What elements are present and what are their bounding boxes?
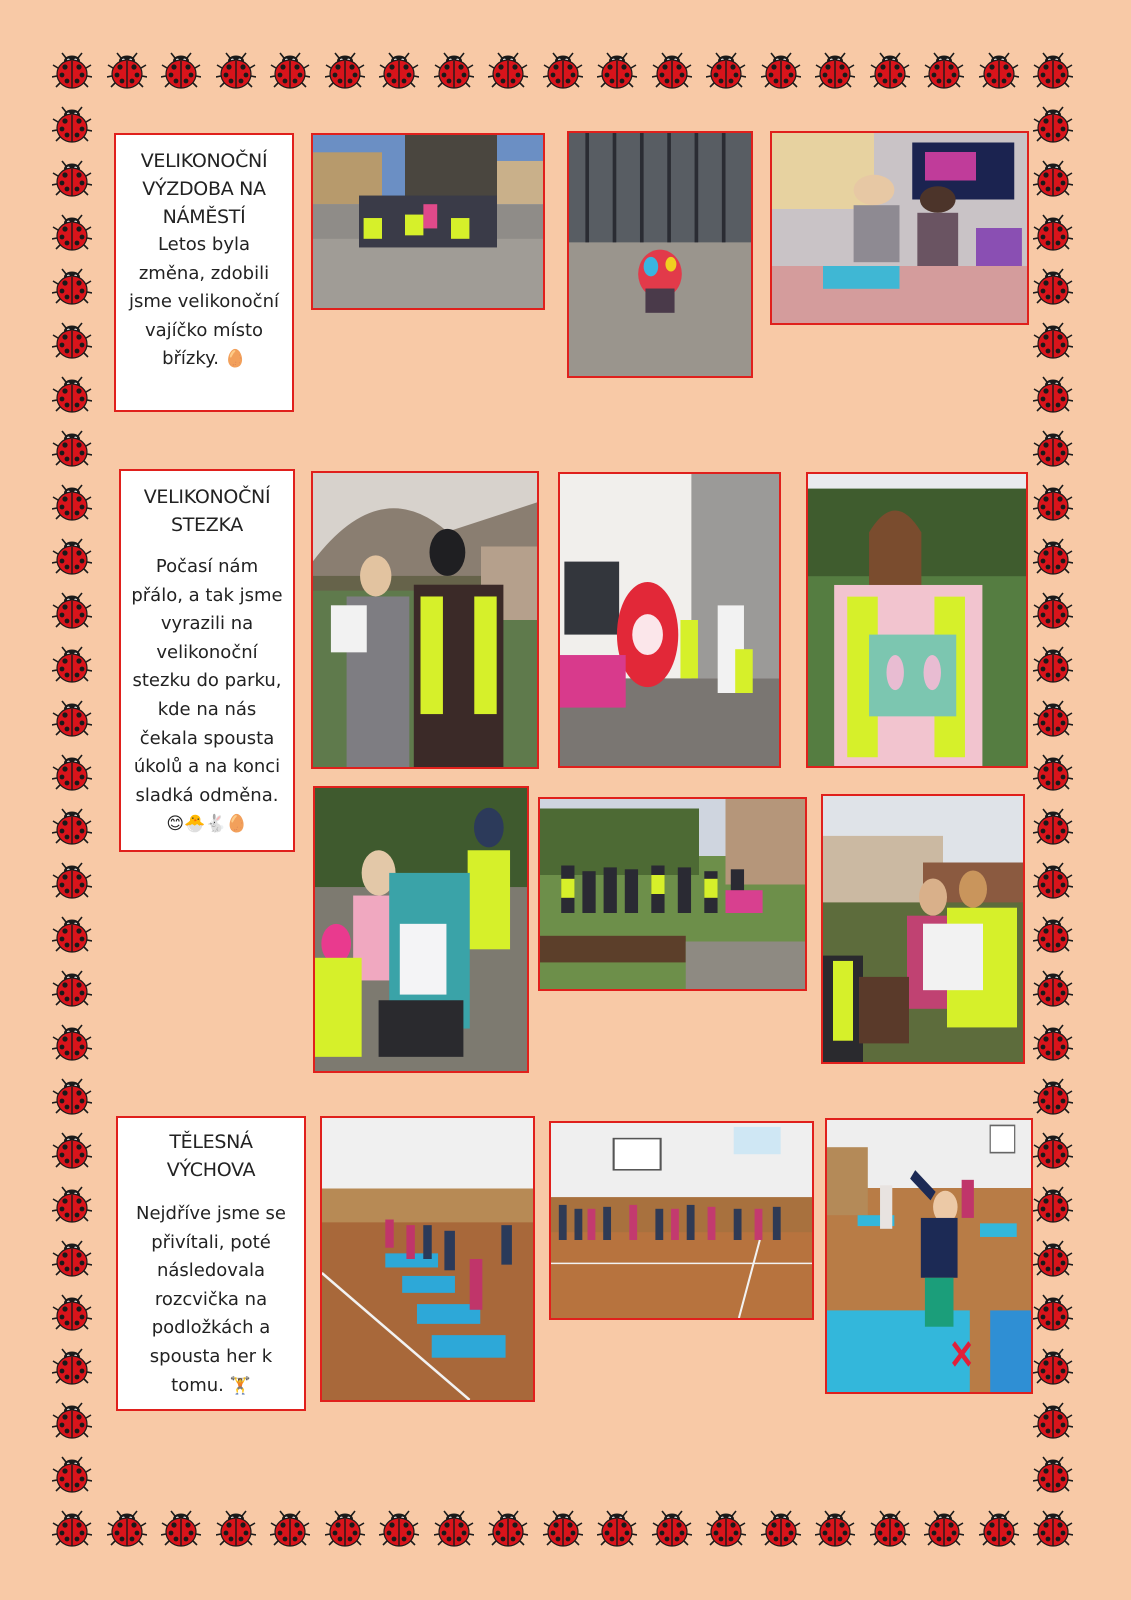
ladybug-icon [52,1510,92,1548]
ladybug-icon [1033,1456,1073,1494]
ladybug-icon [161,1510,201,1548]
ladybug-icon [1033,646,1073,684]
section-telesna-title: TĚLESNÁ VÝCHOVA [166,1131,256,1181]
ladybug-icon [52,916,92,954]
ladybug-icon [1033,268,1073,306]
ladybug-icon [1033,1186,1073,1224]
easter-emoji-icons: 😊🐣🐇🥚 [166,814,248,835]
ladybug-icon [1033,376,1073,414]
ladybug-icon [1033,754,1073,792]
ladybug-icon [52,1240,92,1278]
ladybug-icon [1033,592,1073,630]
section-vyzdoba-textbox [114,133,294,412]
ladybug-icon [52,1186,92,1224]
ladybug-icon [1033,484,1073,522]
photo-gym-stretching [825,1118,1033,1394]
ladybug-icon [1033,52,1073,90]
photo-group-town-square [311,133,545,310]
ladybug-icon [52,430,92,468]
ladybug-icon [107,52,147,90]
section-telesna-body: Nejdříve jsme se přivítali, poté následovala rozcvička na podložkách a spousta her k tomu. 🏋️ [136,1203,286,1396]
ladybug-icon [52,970,92,1008]
photo-gym-mats [320,1116,535,1402]
ladybug-icon [52,808,92,846]
section-vyzdoba-title: VELIKONOČNÍ VÝZDOBA NA NÁMĚSTÍ [140,150,268,228]
ladybug-icon [52,322,92,360]
ladybug-icon [52,754,92,792]
photo-gym-lineup [549,1121,814,1320]
ladybug-icon [52,52,92,90]
ladybug-icon [216,52,256,90]
ladybug-icon [1033,1294,1073,1332]
ladybug-icon [1033,214,1073,252]
photo-girl-worksheet [806,472,1028,768]
ladybug-icon [1033,700,1073,738]
ladybug-icon [52,1348,92,1386]
ladybug-icon [597,1510,637,1548]
ladybug-icon [979,52,1019,90]
ladybug-icon [488,1510,528,1548]
ladybug-icon [52,106,92,144]
ladybug-icon [706,52,746,90]
ladybug-icon [1033,538,1073,576]
ladybug-icon [52,1456,92,1494]
ladybug-icon [1033,1132,1073,1170]
photo-craft-workshop [770,131,1029,325]
ladybug-icon [325,1510,365,1548]
ladybug-icon [52,592,92,630]
ladybug-icon [1033,1078,1073,1116]
ladybug-icon [1033,160,1073,198]
ladybug-icon [1033,1348,1073,1386]
ladybug-icon [488,52,528,90]
ladybug-icon [1033,430,1073,468]
ladybug-icon [543,52,583,90]
section-telesna-textbox [116,1116,306,1411]
ladybug-icon [52,214,92,252]
ladybug-icon [924,52,964,90]
ladybug-icon [52,1132,92,1170]
ladybug-icon [325,52,365,90]
ladybug-icon [870,1510,910,1548]
ladybug-icon [52,160,92,198]
ladybug-icon [52,1078,92,1116]
section-vyzdoba-body: Letos byla změna, zdobili jsme velikonoční vajíčko místo břízky. 🥚 [129,234,279,370]
ladybug-icon [216,1510,256,1548]
ladybug-icon [597,52,637,90]
ladybug-icon [1033,322,1073,360]
ladybug-icon [270,52,310,90]
ladybug-icon [706,1510,746,1548]
ladybug-icon [815,52,855,90]
ladybug-icon [379,52,419,90]
ladybug-icon [107,1510,147,1548]
ladybug-icon [52,484,92,522]
section-stezka-body: Počasí nám přálo, a tak jsme vyrazili na velikonoční stezku do parku, kde na nás čekala spousta úkolů a na konci sladká odměna. 😊🐣🐇🥚 [131,556,283,835]
ladybug-icon [434,1510,474,1548]
ladybug-icon [815,1510,855,1548]
ladybug-icon [52,376,92,414]
ladybug-icon [52,1024,92,1062]
ladybug-icon [761,52,801,90]
ladybug-icon [52,700,92,738]
ladybug-icon [1033,808,1073,846]
ladybug-icon [761,1510,801,1548]
ladybug-icon [379,1510,419,1548]
photo-stroller-certificate [313,786,529,1073]
ladybug-icon [1033,862,1073,900]
ladybug-icon [1033,916,1073,954]
photo-park-group [538,797,807,991]
ladybug-icon [870,52,910,90]
ladybug-icon [52,862,92,900]
ladybug-icon [924,1510,964,1548]
weightlifting-emoji-icon: 🏋️ [229,1375,251,1396]
egg-emoji-icon: 🥚 [224,349,246,370]
photo-trail-task [821,794,1025,1064]
ladybug-icon [52,268,92,306]
ladybug-icon [652,1510,692,1548]
ladybug-icon [52,1402,92,1440]
ladybug-icon [52,1294,92,1332]
ladybug-icon [52,646,92,684]
photo-trail-reading [311,471,539,769]
section-stezka-textbox [119,469,295,852]
ladybug-icon [1033,970,1073,1008]
ladybug-icon [1033,106,1073,144]
ladybug-icon [270,1510,310,1548]
photo-easter-egg-decoration [567,131,753,378]
ladybug-icon [543,1510,583,1548]
ladybug-icon [1033,1024,1073,1062]
ladybug-icon [1033,1510,1073,1548]
section-stezka-title: VELIKONOČNÍ STEZKA [143,486,271,536]
ladybug-icon [1033,1402,1073,1440]
ladybug-icon [1033,1240,1073,1278]
ladybug-icon [161,52,201,90]
ladybug-icon [52,538,92,576]
ladybug-icon [652,52,692,90]
ladybug-icon [979,1510,1019,1548]
photo-easter-egg-display [558,472,781,768]
ladybug-icon [434,52,474,90]
